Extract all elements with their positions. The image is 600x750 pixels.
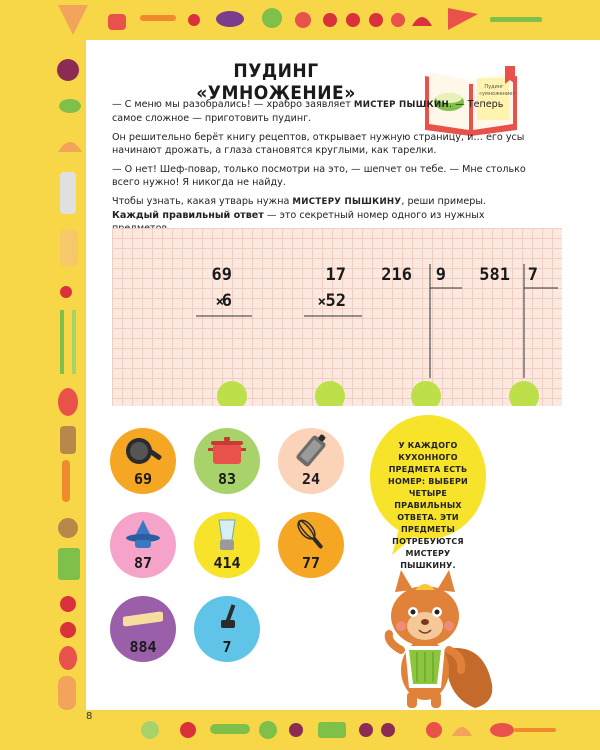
answer-option-414[interactable]: 414 (194, 512, 260, 578)
lettuce-icon (259, 721, 277, 739)
spoon-icon (490, 723, 514, 737)
berry-icon (369, 13, 383, 27)
answer-option-69[interactable]: 69 (110, 428, 176, 494)
mister-pyshkin-squirrel (371, 530, 531, 710)
pizza-slice-icon (448, 8, 478, 30)
pea-pod-icon (210, 724, 250, 734)
pasta-icon (60, 230, 78, 266)
knife-icon (72, 310, 76, 374)
carrot-icon (62, 460, 70, 502)
strawberry-icon (59, 646, 77, 670)
top-food-border (0, 0, 600, 40)
raspberry-icon (60, 622, 76, 638)
story-paragraph: — О нет! Шеф-повар, только посмотри на это, — шепчет он тебе. — Мне столько всего нужно! Я никогда не найду. (112, 164, 526, 188)
grater-icon (318, 722, 346, 738)
story-instruction: Каждый правильный ответ — это секретный номер одного из нужных (112, 210, 485, 221)
story-text (112, 98, 532, 241)
answer-option-77[interactable]: 77 (278, 512, 344, 578)
story-instruction: Чтобы узнать, какая утварь нужна МИСТЕРУ ПЫШКИНУ, реши примеры. (112, 196, 486, 207)
multiplication-problem-2 (304, 265, 362, 316)
left-food-border (0, 40, 86, 710)
workbook-page (86, 40, 600, 710)
mushroom-icon (412, 17, 432, 26)
dividend: 216 (381, 265, 412, 285)
multiply-sign: × (317, 294, 326, 310)
book-page-label: Пудинг «умножение» (479, 84, 516, 97)
berry-icon (359, 723, 373, 737)
division-problem-1 (381, 264, 462, 378)
potato-masher-icon (207, 602, 247, 636)
baguette-icon (58, 676, 76, 710)
acorn-icon (58, 518, 78, 538)
divisor: 9 (435, 265, 446, 285)
speech-bubble-text: У КАЖДОГО КУХОННОГО ПРЕДМЕТА ЕСТЬ НОМЕР: ВЫБЕРИ ЧЕТЫРЕ ПРАВИЛЬНЫХ ОТВЕТА. ЭТИ ПРЕДМЕТЫ ПОТРЕБУЮТСЯ МИСТЕРУ ПЫШКИНУ. (388, 441, 468, 570)
answer-option-884[interactable]: 884 (110, 596, 176, 662)
leaf-icon (59, 99, 81, 113)
cherry-icon (60, 286, 72, 298)
multiplication-problem-1 (196, 265, 252, 316)
multiply-sign: × (215, 294, 224, 310)
cupcake-icon (60, 426, 76, 454)
multiplicand: 17 (325, 265, 346, 285)
page-title: ПУДИНГ «УМНОЖЕНИЕ» (196, 60, 356, 104)
berry-icon (323, 13, 337, 27)
frying-pan-icon (123, 434, 163, 468)
multiplier: 6 (221, 291, 232, 311)
blender-icon (207, 518, 247, 552)
multiplier: 52 (325, 291, 346, 311)
whisk-icon (291, 518, 331, 552)
grater-icon (291, 434, 331, 468)
answer-circle-3[interactable] (411, 381, 441, 406)
rolling-pin-icon (123, 602, 163, 636)
pizza-slice-icon (58, 5, 88, 35)
mushroom-icon (58, 142, 82, 152)
raspberry-icon (60, 596, 76, 612)
fork-icon (490, 17, 542, 22)
multiplicand: 69 (211, 265, 232, 285)
fork-icon (60, 310, 64, 374)
answer-circle-2[interactable] (315, 381, 345, 406)
answer-option-24[interactable]: 24 (278, 428, 344, 494)
lettuce-icon (262, 8, 282, 28)
dividend: 581 (479, 265, 510, 285)
melon-icon (141, 721, 159, 739)
tail-icon (441, 648, 492, 708)
math-problems-panel (112, 228, 562, 406)
berry-icon (391, 13, 405, 27)
juicer-icon (123, 518, 163, 552)
berry-icon (381, 723, 395, 737)
berry-icon (346, 13, 360, 27)
pot-icon (207, 434, 247, 468)
page-number: 8 (86, 711, 93, 722)
tomato-icon (180, 722, 196, 738)
berry-icon (289, 723, 303, 737)
beet-icon (57, 59, 79, 81)
mushroom-icon (452, 727, 472, 736)
tomato-icon (295, 12, 311, 28)
division-problem-2 (479, 264, 558, 378)
eggplant-icon (216, 11, 244, 27)
carrot-icon (140, 15, 176, 21)
answer-circle-4[interactable] (509, 381, 539, 406)
story-paragraph: Он решительно берёт книгу рецептов, открывает нужную страницу, и… его усы начинают дрожать, а глаза становятся круглыми, как тарелки. (112, 132, 525, 156)
salt-shaker-icon (60, 172, 76, 214)
grater-icon (58, 548, 80, 580)
answer-option-83[interactable]: 83 (194, 428, 260, 494)
divisor: 7 (527, 265, 538, 285)
strawberry-icon (426, 722, 442, 738)
kitchen-items-grid (110, 420, 380, 690)
answer-option-87[interactable]: 87 (110, 512, 176, 578)
story-paragraph: — С меню мы разобрались! — храбро заявляет МИСТЕР ПЫШКИН. — Теперь самое сложное — приготовить пудинг. (112, 99, 504, 124)
spoon-handle-icon (514, 728, 556, 732)
answer-circle-1[interactable] (217, 381, 247, 406)
cherry-icon (188, 14, 200, 26)
cupcake-icon (108, 14, 126, 30)
strawberry-icon (58, 388, 78, 416)
answer-option-7[interactable]: 7 (194, 596, 260, 662)
